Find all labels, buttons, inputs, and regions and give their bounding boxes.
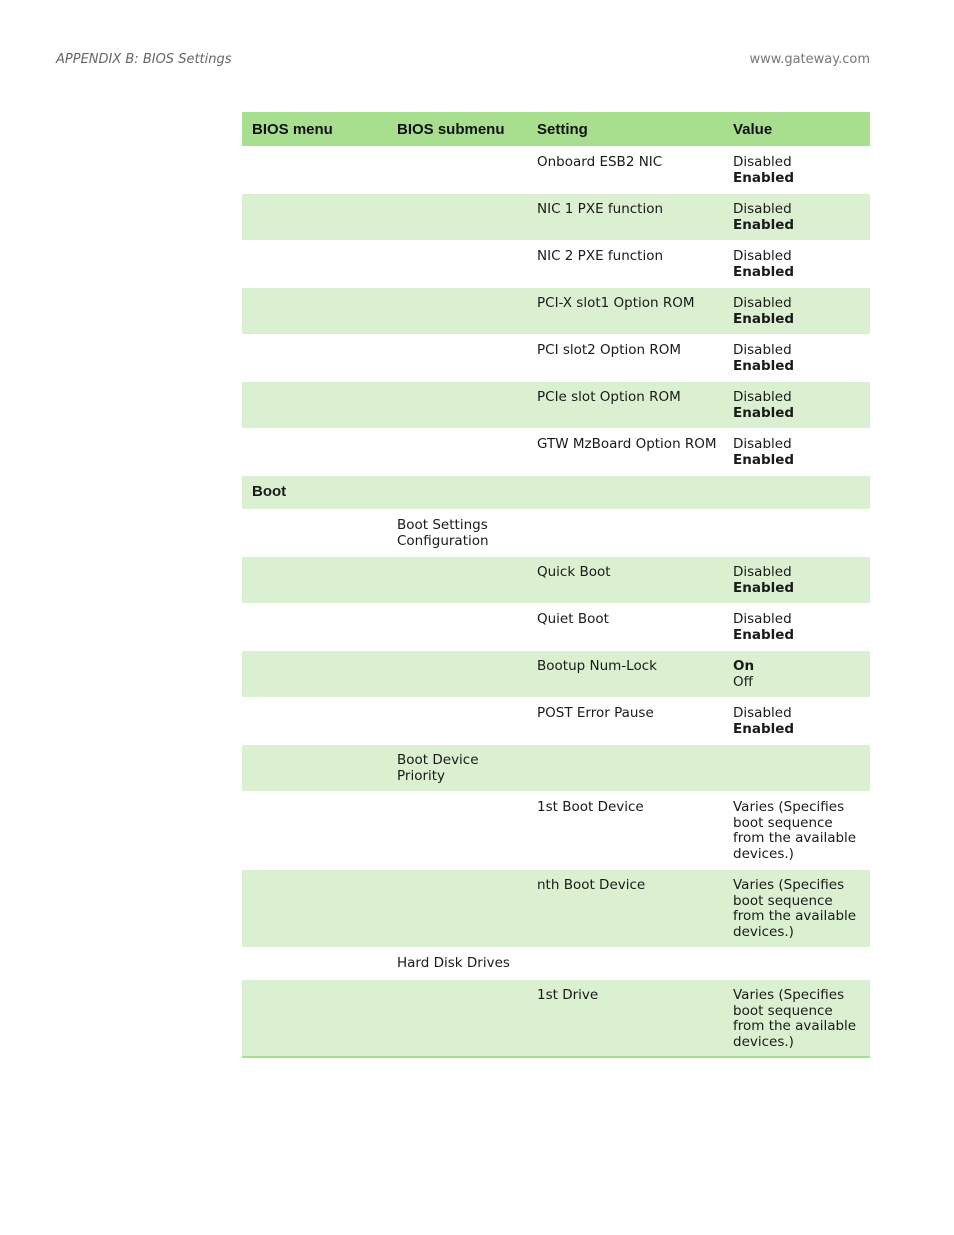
table-bottom-rule: [242, 1056, 870, 1058]
setting-name: nth Boot Device: [537, 877, 646, 893]
table-row: [242, 193, 870, 240]
column-header-value: Value: [733, 120, 773, 138]
column-header-setting: Setting: [537, 120, 588, 138]
bios-submenu: Boot Settings Configuration: [397, 517, 489, 549]
setting-value: Varies (Specifies boot sequence from the available devices.): [733, 877, 857, 940]
setting-value: Disabled Enabled: [733, 705, 795, 737]
table-row: [242, 947, 870, 979]
table-row: [242, 869, 870, 947]
table-row: [242, 334, 870, 381]
table-row: [242, 146, 870, 193]
setting-value: Disabled Enabled: [733, 201, 795, 233]
setting-value: On Off: [733, 658, 755, 690]
column-header-bios-submenu: BIOS submenu: [397, 120, 505, 138]
setting-name: Quiet Boot: [537, 611, 609, 627]
setting-name: PCI-X slot1 Option ROM: [537, 295, 695, 311]
setting-name: NIC 2 PXE function: [537, 248, 664, 264]
table-header: [242, 112, 870, 146]
table-row: [242, 381, 870, 428]
page-section-header: APPENDIX B: BIOS Settings: [56, 52, 232, 67]
setting-value: Disabled Enabled: [733, 295, 795, 327]
setting-name: Quick Boot: [537, 564, 611, 580]
setting-name: NIC 1 PXE function: [537, 201, 664, 217]
setting-name: Bootup Num-Lock: [537, 658, 657, 674]
setting-value: Varies (Specifies boot sequence from the available devices.): [733, 987, 857, 1050]
table-row: [242, 509, 870, 556]
setting-name: GTW MzBoard Option ROM: [537, 436, 717, 452]
bios-submenu: Hard Disk Drives: [397, 955, 510, 971]
table-row: [242, 428, 870, 475]
setting-name: PCI slot2 Option ROM: [537, 342, 682, 358]
table-row: [242, 744, 870, 791]
table-row: [242, 287, 870, 334]
setting-name: Onboard ESB2 NIC: [537, 154, 663, 170]
bios-menu-boot: Boot: [252, 483, 287, 500]
setting-name: POST Error Pause: [537, 705, 654, 721]
setting-value: Varies (Specifies boot sequence from the available devices.): [733, 799, 857, 862]
setting-value: Disabled Enabled: [733, 248, 795, 280]
column-header-bios-menu: BIOS menu: [252, 120, 333, 138]
table-row: [242, 556, 870, 603]
setting-value: Disabled Enabled: [733, 436, 795, 468]
table-row: [242, 791, 870, 869]
table-row: [242, 979, 870, 1056]
bios-settings-table: [242, 112, 870, 1058]
setting-value: Disabled Enabled: [733, 564, 795, 596]
setting-name: 1st Boot Device: [537, 799, 644, 815]
setting-value: Disabled Enabled: [733, 611, 795, 643]
bios-submenu: Boot Device Priority: [397, 752, 479, 784]
table-row-boot-menu: [242, 475, 870, 509]
setting-value: Disabled Enabled: [733, 342, 795, 374]
setting-value: Disabled Enabled: [733, 389, 795, 421]
table-row: [242, 603, 870, 650]
setting-name: PCIe slot Option ROM: [537, 389, 681, 405]
setting-name: 1st Drive: [537, 987, 599, 1003]
website-url: www.gateway.com: [749, 52, 870, 67]
table-row: [242, 697, 870, 744]
table-row: [242, 650, 870, 697]
setting-value: Disabled Enabled: [733, 154, 795, 186]
table-row: [242, 240, 870, 287]
